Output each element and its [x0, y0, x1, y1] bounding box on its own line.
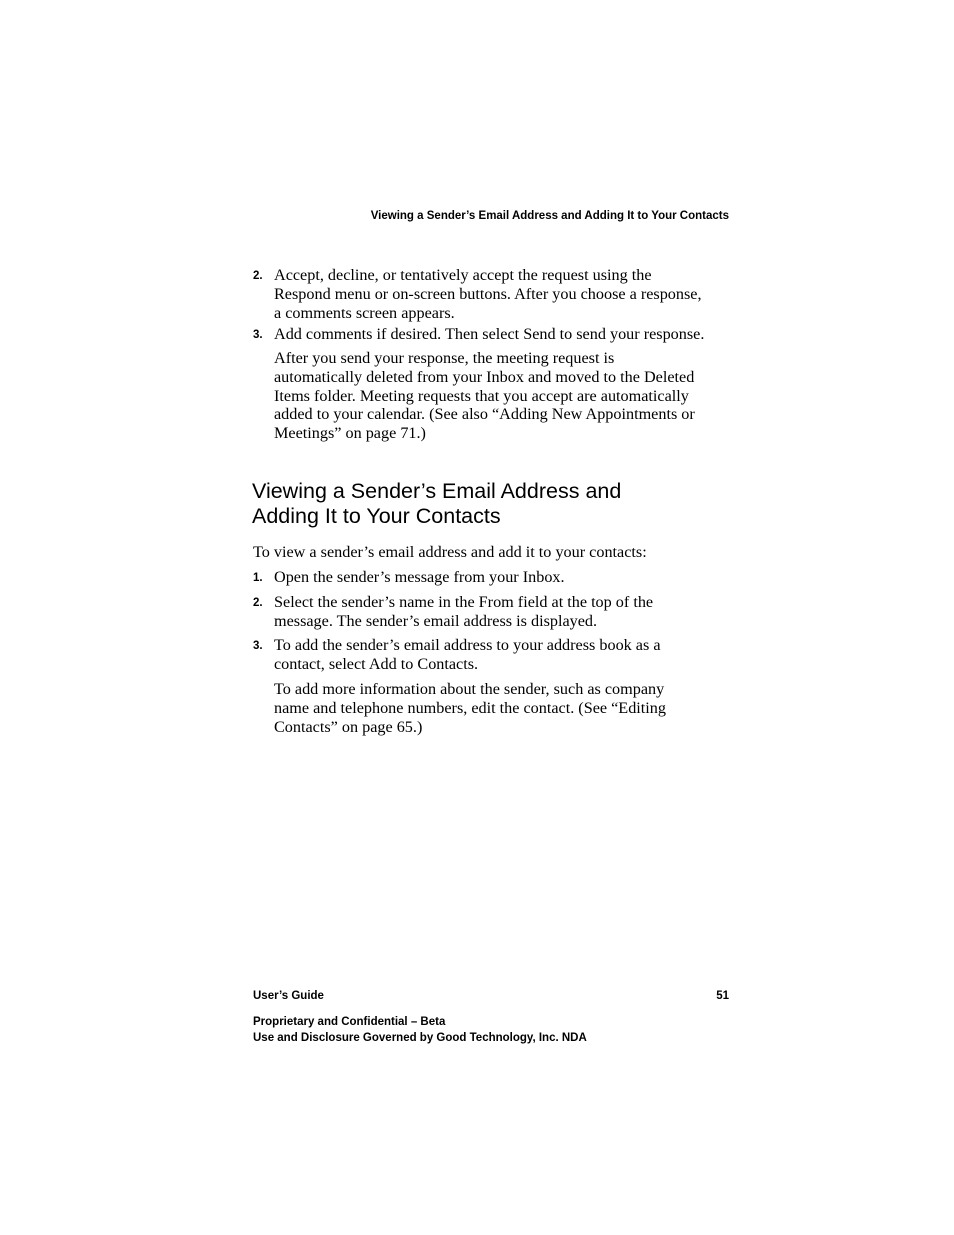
list-item	[253, 636, 733, 674]
heading-line: Adding It to Your Contacts	[252, 504, 501, 528]
list-item-text	[274, 568, 733, 587]
running-head: Viewing a Sender’s Email Address and Adding It to Your Contacts	[370, 210, 729, 222]
page-number: 51	[716, 990, 729, 1002]
disclosure-notice: Use and Disclosure Governed by Good Technology, Inc. NDA	[253, 1032, 587, 1044]
list-item-number: 2.	[253, 597, 263, 609]
list-item	[253, 568, 733, 587]
text-line: Accept, decline, or tentatively accept the request using the	[274, 266, 652, 284]
text-line: a comments screen appears.	[274, 303, 455, 322]
section-heading	[252, 479, 732, 529]
text-line: Items folder. Meeting requests that you accept are automatically	[274, 386, 689, 405]
guide-title: User’s Guide	[253, 990, 324, 1002]
confidential-notice: Proprietary and Confidential – Beta	[253, 1016, 446, 1028]
text-line: Select the sender’s name in the From field at the top of the	[274, 593, 654, 611]
text-line: message. The sender’s email address is displayed.	[274, 611, 598, 630]
text-line: Respond menu or on-screen buttons. After you choose a response,	[274, 284, 702, 303]
text-line: automatically deleted from your Inbox and moved to the Deleted	[274, 367, 695, 386]
list-item	[253, 325, 733, 344]
list-item-text	[274, 593, 733, 631]
heading-line: Viewing a Sender’s Email Address and	[252, 479, 622, 503]
followup-paragraph	[274, 680, 734, 736]
text-line: name and telephone numbers, edit the contact. (See “Editing	[274, 698, 666, 717]
list-item-text	[274, 636, 733, 674]
text-line: Open the sender’s message from your Inbox.	[274, 568, 565, 586]
followup-paragraph	[274, 349, 734, 443]
list-item-number: 3.	[253, 640, 263, 652]
intro-paragraph: To view a sender’s email address and add it to your contacts:	[253, 543, 647, 561]
text-line: After you send your response, the meeting request is	[274, 349, 615, 367]
list-item-number: 3.	[253, 329, 263, 341]
list-item-number: 2.	[253, 270, 263, 282]
text-line: added to your calendar. (See also “Adding New Appointments or	[274, 405, 695, 424]
text-line: Contacts” on page 65.)	[274, 717, 423, 736]
list-item-text	[274, 266, 733, 322]
text-line: To add the sender’s email address to your address book as a	[274, 636, 661, 654]
list-item-number: 1.	[253, 572, 263, 584]
text-line: contact, select Add to Contacts.	[274, 654, 479, 673]
list-item	[253, 593, 733, 631]
footer-guide-line	[253, 989, 729, 1003]
list-item-text	[274, 325, 733, 344]
text-line: To add more information about the sender, such as company	[274, 680, 665, 698]
list-item	[253, 266, 733, 322]
text-line: Meetings” on page 71.)	[274, 424, 426, 443]
text-line: Add comments if desired. Then select Send to send your response.	[274, 325, 705, 343]
